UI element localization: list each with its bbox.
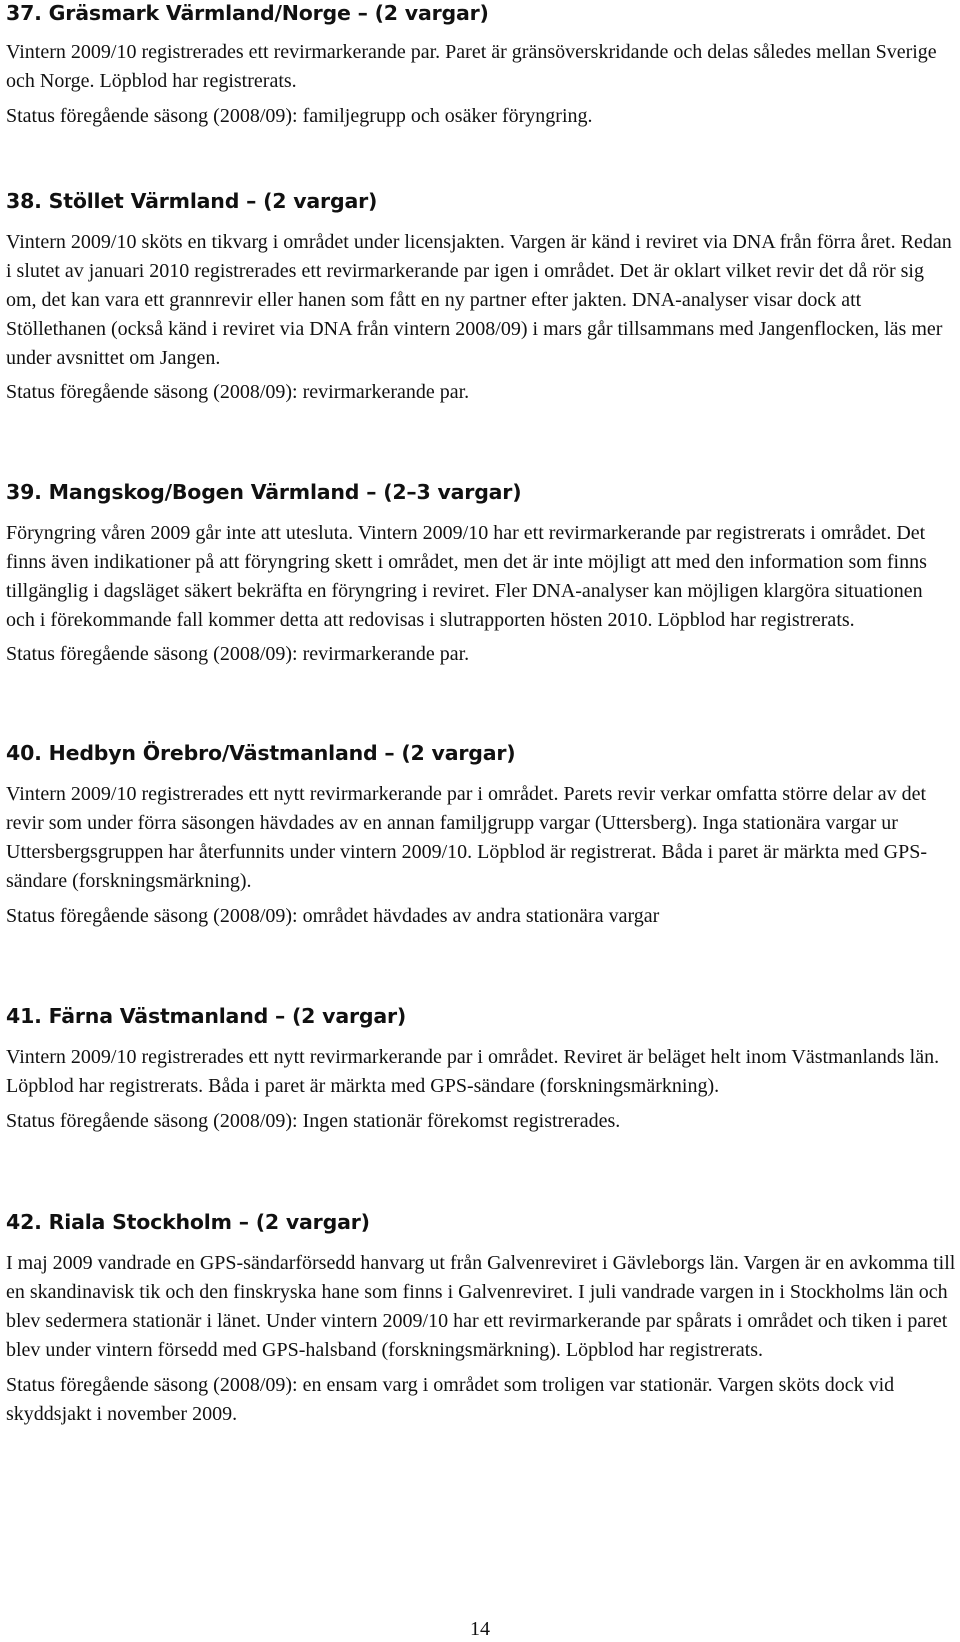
section-paragraph: Föryngring våren 2009 går inte att utesluta. Vintern 2009/10 har ett revirmarkerande par registrerats i området. Det finns även indikationer på att föryngring skett i området, men det är inte möjligt att med den information som finns tillgänglig i dagsläget säkert bekräfta en föryngring i reviret. Fler DNA-analyser kan möjligen klargöra situationen och i förekommande fall kommer detta att redovisas i slutrapporten hösten 2010. Löpblod har registrerats. — [6, 522, 927, 631]
section-status: Status föregående säsong (2008/09): revirmarkerande par. — [6, 643, 470, 665]
section-heading: 37. Gräsmark Värmland/Norge – (2 vargar) — [6, 1, 489, 25]
section-heading: 42. Riala Stockholm – (2 vargar) — [6, 1210, 370, 1234]
section-paragraph: Vintern 2009/10 sköts en tikvarg i området under licensjakten. Vargen är känd i reviret via DNA från förra året. Redan i slutet av januari 2010 registrerades ett revirmarkerande par igen i området. Det är oklart vilket revir det då rör sig om, det kan vara ett grannrevir eller hanen som fått en ny partner efter jakten. DNA-analyser visar dock att Stöllethanen (också känd i reviret via DNA från vintern 2008/09) i mars går tillsammans med Jangenflocken, läs mer under avsnittet om Jangen. — [6, 231, 952, 369]
section-heading: 39. Mangskog/Bogen Värmland – (2–3 vargar) — [6, 480, 522, 504]
territory-section-37 — [6, 0, 956, 131]
section-status: Status föregående säsong (2008/09): området hävdades av andra stationära vargar — [6, 905, 660, 927]
section-status: Status föregående säsong (2008/09): revirmarkerande par. — [6, 381, 470, 403]
section-status: Status föregående säsong (2008/09): en ensam varg i området som troligen var stationär. Vargen sköts dock vid skyddsjakt i november 2009. — [6, 1374, 895, 1425]
page-number: 14 — [470, 1618, 490, 1640]
territory-section-42 — [6, 1209, 956, 1429]
territory-section-40 — [6, 740, 956, 931]
section-paragraph: Vintern 2009/10 registrerades ett nytt revirmarkerande par i området. Reviret är beläget helt inom Västmanlands län. Löpblod har registrerats. Båda i paret är märkta med GPS-sändare (forskningsmärkning). — [6, 1046, 940, 1097]
section-paragraph: Vintern 2009/10 registrerades ett nytt revirmarkerande par i området. Parets revir verkar omfatta större delar av det revir som under förra säsongen hävdades av en annan familjgrupp vargar (Uttersberg). Inga stationära vargar ur Uttersbergsgruppen har återfunnits under vintern 2009/10. Löpblod är registrerat. Båda i paret är märkta med GPS-sändare (forskningsmärkning). — [6, 783, 928, 892]
section-status: Status föregående säsong (2008/09): familjegrupp och osäker föryngring. — [6, 105, 593, 127]
territory-section-39 — [6, 479, 956, 669]
section-heading: 40. Hedbyn Örebro/Västmanland – (2 vargar) — [6, 741, 516, 765]
territory-section-41 — [6, 1003, 956, 1136]
section-heading: 38. Stöllet Värmland – (2 vargar) — [6, 189, 378, 213]
section-paragraph: Vintern 2009/10 registrerades ett revirmarkerande par. Paret är gränsöverskridande och delas således mellan Sverige och Norge. Löpblod har registrerats. — [6, 41, 937, 92]
section-heading: 41. Färna Västmanland – (2 vargar) — [6, 1004, 407, 1028]
section-paragraph: I maj 2009 vandrade en GPS-sändarförsedd hanvarg ut från Galvenreviret i Gävleborgs län. Vargen är en avkomma till en skandinavisk tik och den finskryska hane som finns i Galvenreviret. I juli vandrade vargen in i Stockholms län och blev sedermera stationär i länet. Under vintern 2009/10 har ett revirmarkerande par spårats i området och tiken i paret blev under vintern försedd med GPS-halsband (forskningsmärkning). Löpblod har registrerats. — [6, 1252, 956, 1361]
territory-section-38 — [6, 188, 956, 407]
section-status: Status föregående säsong (2008/09): Ingen stationär förekomst registrerades. — [6, 1110, 621, 1132]
